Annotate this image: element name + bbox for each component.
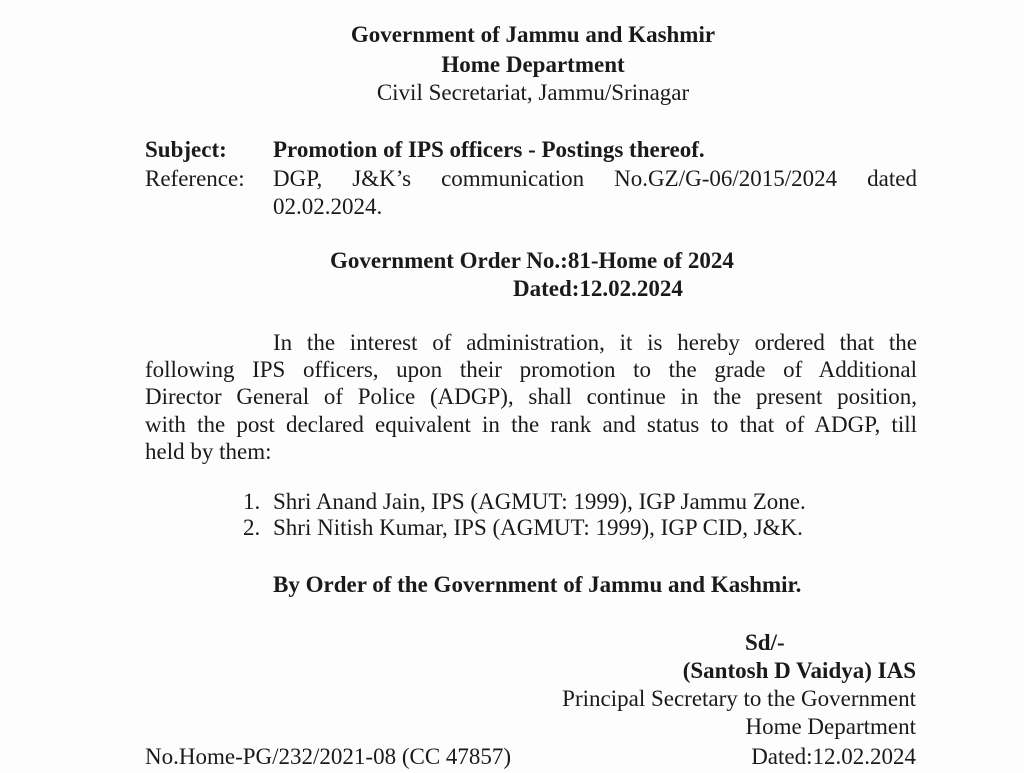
by-order: By Order of the Government of Jammu and Kashmir. xyxy=(273,572,802,597)
signature-dated: Dated:12.02.2024 xyxy=(751,744,916,769)
signature-sd: Sd/- xyxy=(745,630,785,655)
reference-label: Reference: xyxy=(145,166,245,191)
body-line-5: held by them: xyxy=(145,439,272,464)
list-number: 2. xyxy=(243,515,261,540)
signatory-department: Home Department xyxy=(745,714,916,739)
signatory-name: (Santosh D Vaidya) IAS xyxy=(682,658,916,683)
subject-text: Promotion of IPS officers - Postings thereof. xyxy=(273,137,705,162)
header-department: Home Department xyxy=(441,52,625,77)
body-line-2: following IPS officers, upon their promotion to the grade of Additional xyxy=(145,357,917,382)
file-number: No.Home-PG/232/2021-08 (CC 47857) xyxy=(145,744,512,769)
signatory-designation: Principal Secretary to the Government xyxy=(562,686,916,711)
header-government: Government of Jammu and Kashmir xyxy=(350,22,716,47)
list-number: 1. xyxy=(243,489,261,514)
body-line-3: Director General of Police (ADGP), shall continue in the present position, xyxy=(145,384,917,409)
reference-line-2: 02.02.2024. xyxy=(273,194,383,219)
order-dated: Dated:12.02.2024 xyxy=(513,276,683,301)
list-item: Shri Anand Jain, IPS (AGMUT: 1999), IGP Jammu Zone. xyxy=(273,489,806,514)
reference-line-1: DGP, J&K’s communication No.GZ/G-06/2015/2024 dated xyxy=(273,166,917,191)
header-address: Civil Secretariat, Jammu/Srinagar xyxy=(376,80,690,105)
order-number: Government Order No.:81-Home of 2024 xyxy=(330,248,734,273)
list-item: Shri Nitish Kumar, IPS (AGMUT: 1999), IGP CID, J&K. xyxy=(273,515,803,540)
body-line-1: In the interest of administration, it is hereby ordered that the xyxy=(273,330,917,355)
subject-label: Subject: xyxy=(145,137,227,162)
body-line-4: with the post declared equivalent in the rank and status to that of ADGP, till xyxy=(145,412,917,437)
